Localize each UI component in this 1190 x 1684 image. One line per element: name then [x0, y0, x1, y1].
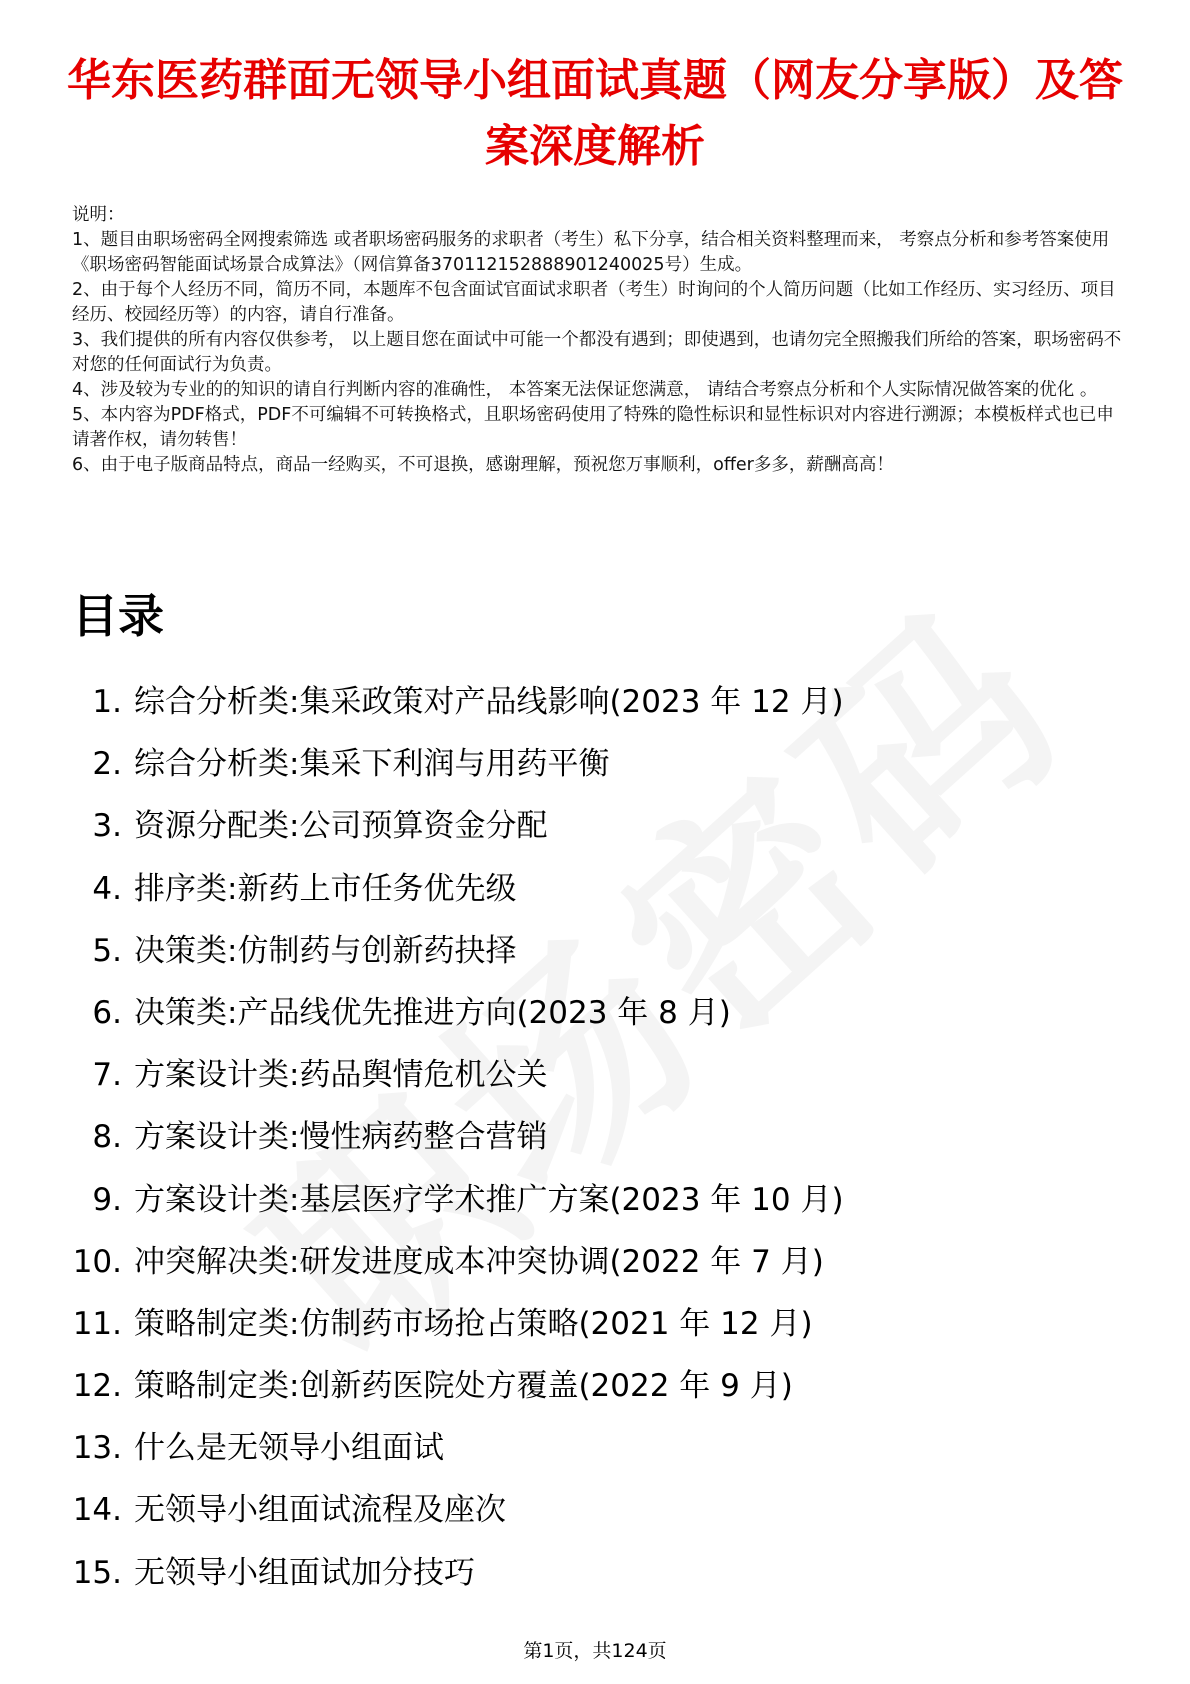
- toc-item-text: 方案设计类:慢性病药整合营销: [134, 1119, 548, 1156]
- toc-item[interactable]: [40, 931, 1100, 993]
- toc-item-text: 决策类:仿制药与创新药抉择: [134, 932, 517, 969]
- toc-item[interactable]: [40, 869, 1100, 931]
- toc-item-text: 无领导小组面试流程及座次: [134, 1492, 506, 1529]
- toc-item-number: 2.: [92, 746, 122, 783]
- toc-item-number: 10.: [72, 1243, 122, 1280]
- toc-item-number: 9.: [92, 1181, 122, 1218]
- toc-item-number: 7.: [92, 1057, 122, 1094]
- toc-item-number: 3.: [92, 808, 122, 845]
- toc-item-number: 13.: [72, 1430, 122, 1467]
- page-title: 华东医药群面无领导小组面试真题（网友分享版）及答案深度解析: [67, 55, 1123, 172]
- toc-item-number: 6.: [92, 994, 122, 1031]
- toc-item-text: 方案设计类:基层医疗学术推广方案(2023 年 10 月): [134, 1181, 844, 1218]
- toc-item[interactable]: [40, 1180, 1100, 1242]
- note-item: 3、我们提供的所有内容仅供参考， 以上题目您在面试中可能一个都没有遇到；即使遇到，也请勿完全照搬我们所给的答案，职场密码不对您的任何面试行为负责。: [72, 330, 1122, 375]
- toc-item[interactable]: [40, 744, 1100, 806]
- toc-item-number: 5.: [92, 932, 122, 969]
- toc-item-text: 方案设计类:药品舆情危机公关: [134, 1057, 548, 1094]
- toc-item-text: 无领导小组面试加分技巧: [134, 1554, 475, 1591]
- toc-item[interactable]: [40, 1055, 1100, 1117]
- toc-item-text: 什么是无领导小组面试: [134, 1430, 444, 1467]
- toc-item[interactable]: [40, 1553, 1100, 1615]
- toc-item-number: 1.: [92, 684, 122, 720]
- toc-item-text: 冲突解决类:研发进度成本冲突协调(2022 年 7 月): [134, 1243, 824, 1280]
- toc-item-text: 策略制定类:仿制药市场抢占策略(2021 年 12 月): [134, 1305, 813, 1342]
- toc-item[interactable]: [40, 1304, 1100, 1366]
- toc-item[interactable]: [40, 1428, 1100, 1490]
- toc-item-text: 资源分配类:公司预算资金分配: [134, 808, 548, 845]
- toc-item[interactable]: [40, 1490, 1100, 1552]
- toc-item-text: 综合分析类:集采政策对产品线影响(2023 年 12 月): [134, 684, 844, 720]
- toc-item-text: 决策类:产品线优先推进方向(2023 年 8 月): [134, 994, 731, 1031]
- toc-item-number: 14.: [72, 1492, 122, 1529]
- table-of-contents: [40, 682, 1100, 1615]
- toc-item[interactable]: [40, 993, 1100, 1055]
- toc-item-number: 15.: [72, 1554, 122, 1591]
- toc-item[interactable]: [40, 806, 1100, 868]
- note-item: 5、本内容为PDF格式，PDF不可编辑不可转换格式，且职场密码使用了特殊的隐性标识和显性标识对内容进行溯源；本模板样式也已申请著作权，请勿转售！: [72, 405, 1114, 450]
- toc-item-text: 策略制定类:创新药医院处方覆盖(2022 年 9 月): [134, 1368, 793, 1405]
- notes-heading: 说明：: [72, 205, 125, 225]
- notes-section: [72, 203, 1122, 478]
- toc-item[interactable]: [40, 1242, 1100, 1304]
- toc-item[interactable]: [40, 1366, 1100, 1428]
- note-item: 4、涉及较为专业的的知识的请自行判断内容的准确性， 本答案无法保证您满意， 请结合考察点分析和个人实际情况做答案的优化 。: [72, 380, 1098, 400]
- toc-heading: 目录: [72, 589, 164, 643]
- toc-item-text: 综合分析类:集采下利润与用药平衡: [134, 746, 610, 783]
- toc-item-number: 4.: [92, 870, 122, 907]
- toc-item-number: 11.: [72, 1305, 122, 1342]
- note-item: 2、由于每个人经历不同，简历不同，本题库不包含面试官面试求职者（考生）时询问的个人简历问题（比如工作经历、实习经历、项目经历、校园经历等）的内容，请自行准备。: [72, 280, 1116, 325]
- toc-item-text: 排序类:新药上市任务优先级: [134, 870, 517, 907]
- toc-item[interactable]: [40, 1117, 1100, 1179]
- toc-item-number: 8.: [92, 1119, 122, 1156]
- note-item: 1、题目由职场密码全网搜索筛选 或者职场密码服务的求职者（考生）私下分享，结合相关资料整理而来， 考察点分析和参考答案使用《职场密码智能面试场景合成算法》（网信算备370112152888901240025号）生成。: [72, 230, 1110, 275]
- toc-item-number: 12.: [72, 1368, 122, 1405]
- page-footer: 第1页，共124页: [523, 1640, 667, 1662]
- toc-item[interactable]: [40, 682, 1100, 744]
- note-item: 6、由于电子版商品特点，商品一经购买，不可退换，感谢理解，预祝您万事顺利，offer多多，薪酬高高！: [72, 455, 894, 475]
